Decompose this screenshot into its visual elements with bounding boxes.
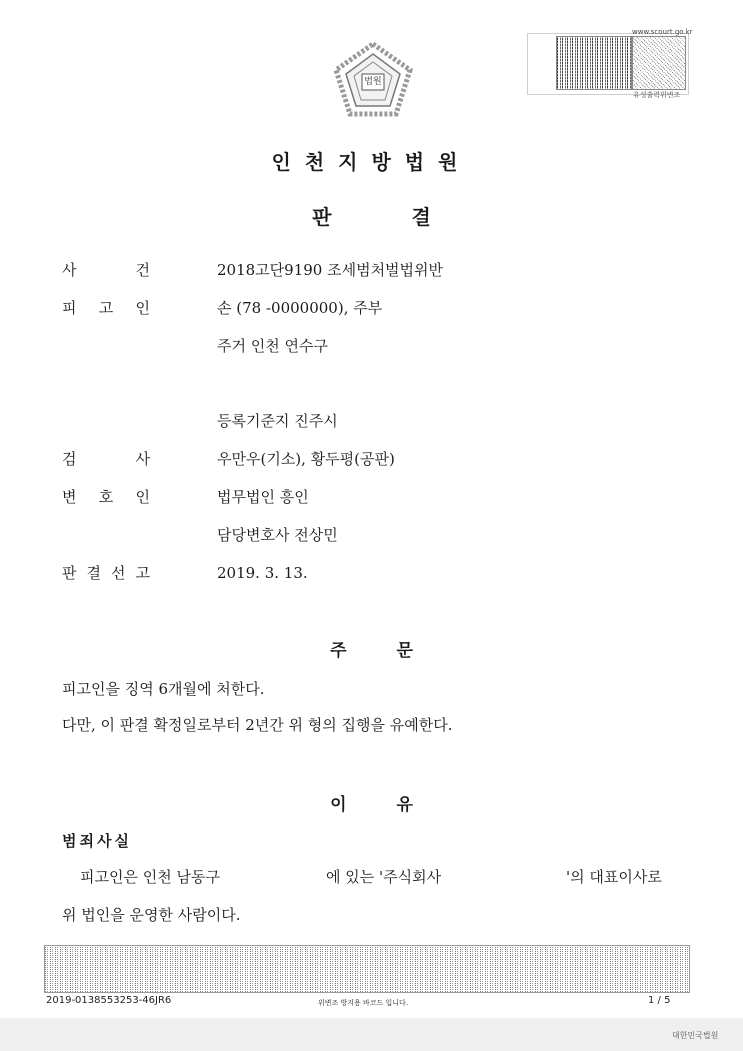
counsel-value: 법무법인 흥인	[217, 488, 309, 506]
sentence-date-value: 2019. 3. 13.	[217, 564, 308, 582]
label-char: 인	[135, 299, 150, 317]
prosecutor-value: 우만우(기소), 황두평(공판)	[217, 450, 395, 468]
label-char: 피	[62, 299, 77, 317]
order-line-1: 피고인을 징역 6개월에 처한다.	[62, 680, 265, 698]
barcode-notice: 위변조 방지용 바코드 입니다.	[318, 999, 409, 1007]
top-barcode-2	[632, 36, 686, 90]
defendant-value: 손 (78 -0000000), 주부	[217, 299, 383, 317]
bottom-barcode	[44, 945, 690, 993]
label-char: 선	[111, 564, 126, 582]
order-heading: 주문	[330, 641, 463, 661]
issuer-label: 대한민국법원	[672, 1031, 719, 1040]
bottom-band	[0, 1018, 743, 1051]
court-seal	[330, 38, 416, 124]
reason-heading: 이유	[330, 795, 463, 815]
seal-text: 법원	[364, 77, 382, 87]
label-char: 고	[135, 564, 150, 582]
label-char: 결	[86, 564, 101, 582]
label-char: 고	[98, 299, 114, 317]
order-line-2: 다만, 이 판결 확정일로부터 2년간 위 형의 집행을 유예한다.	[62, 716, 453, 734]
label-char: 호	[98, 488, 114, 506]
case-value: 2018고단9190 조세범처벌법위반	[217, 261, 444, 279]
label-char: 검	[62, 450, 77, 468]
barcode-site-url: www.scourt.go.kr	[632, 28, 693, 36]
facts-line-1a: 피고인은 인천 남동구	[80, 868, 220, 886]
barcode-caption: 유성출력위변조	[633, 91, 681, 99]
label-char: 판	[62, 564, 77, 582]
label-char: 사	[135, 450, 150, 468]
document-id: 2019-0138553253-46JR6	[46, 995, 172, 1006]
facts-line-1b: 에 있는 '주식회사	[326, 868, 442, 886]
crime-facts-heading: 범죄사실	[62, 832, 132, 850]
attorney-value: 담당변호사 전상민	[217, 526, 338, 544]
court-name: 인천지방법원	[271, 150, 472, 174]
label-char: 건	[135, 261, 150, 279]
facts-line-1c: '의 대표이사로	[566, 868, 662, 886]
address-value: 주거 인천 연수구	[217, 337, 328, 355]
facts-line-2: 위 법인을 운영한 사람이다.	[62, 906, 241, 924]
label-char: 인	[135, 488, 150, 506]
document-type: 판결	[312, 205, 511, 229]
label-char: 사	[62, 261, 77, 279]
top-barcode	[556, 36, 632, 90]
registration-value: 등록기준지 진주시	[217, 412, 338, 430]
label-char: 변	[62, 488, 77, 506]
page-number: 1 / 5	[648, 995, 671, 1006]
